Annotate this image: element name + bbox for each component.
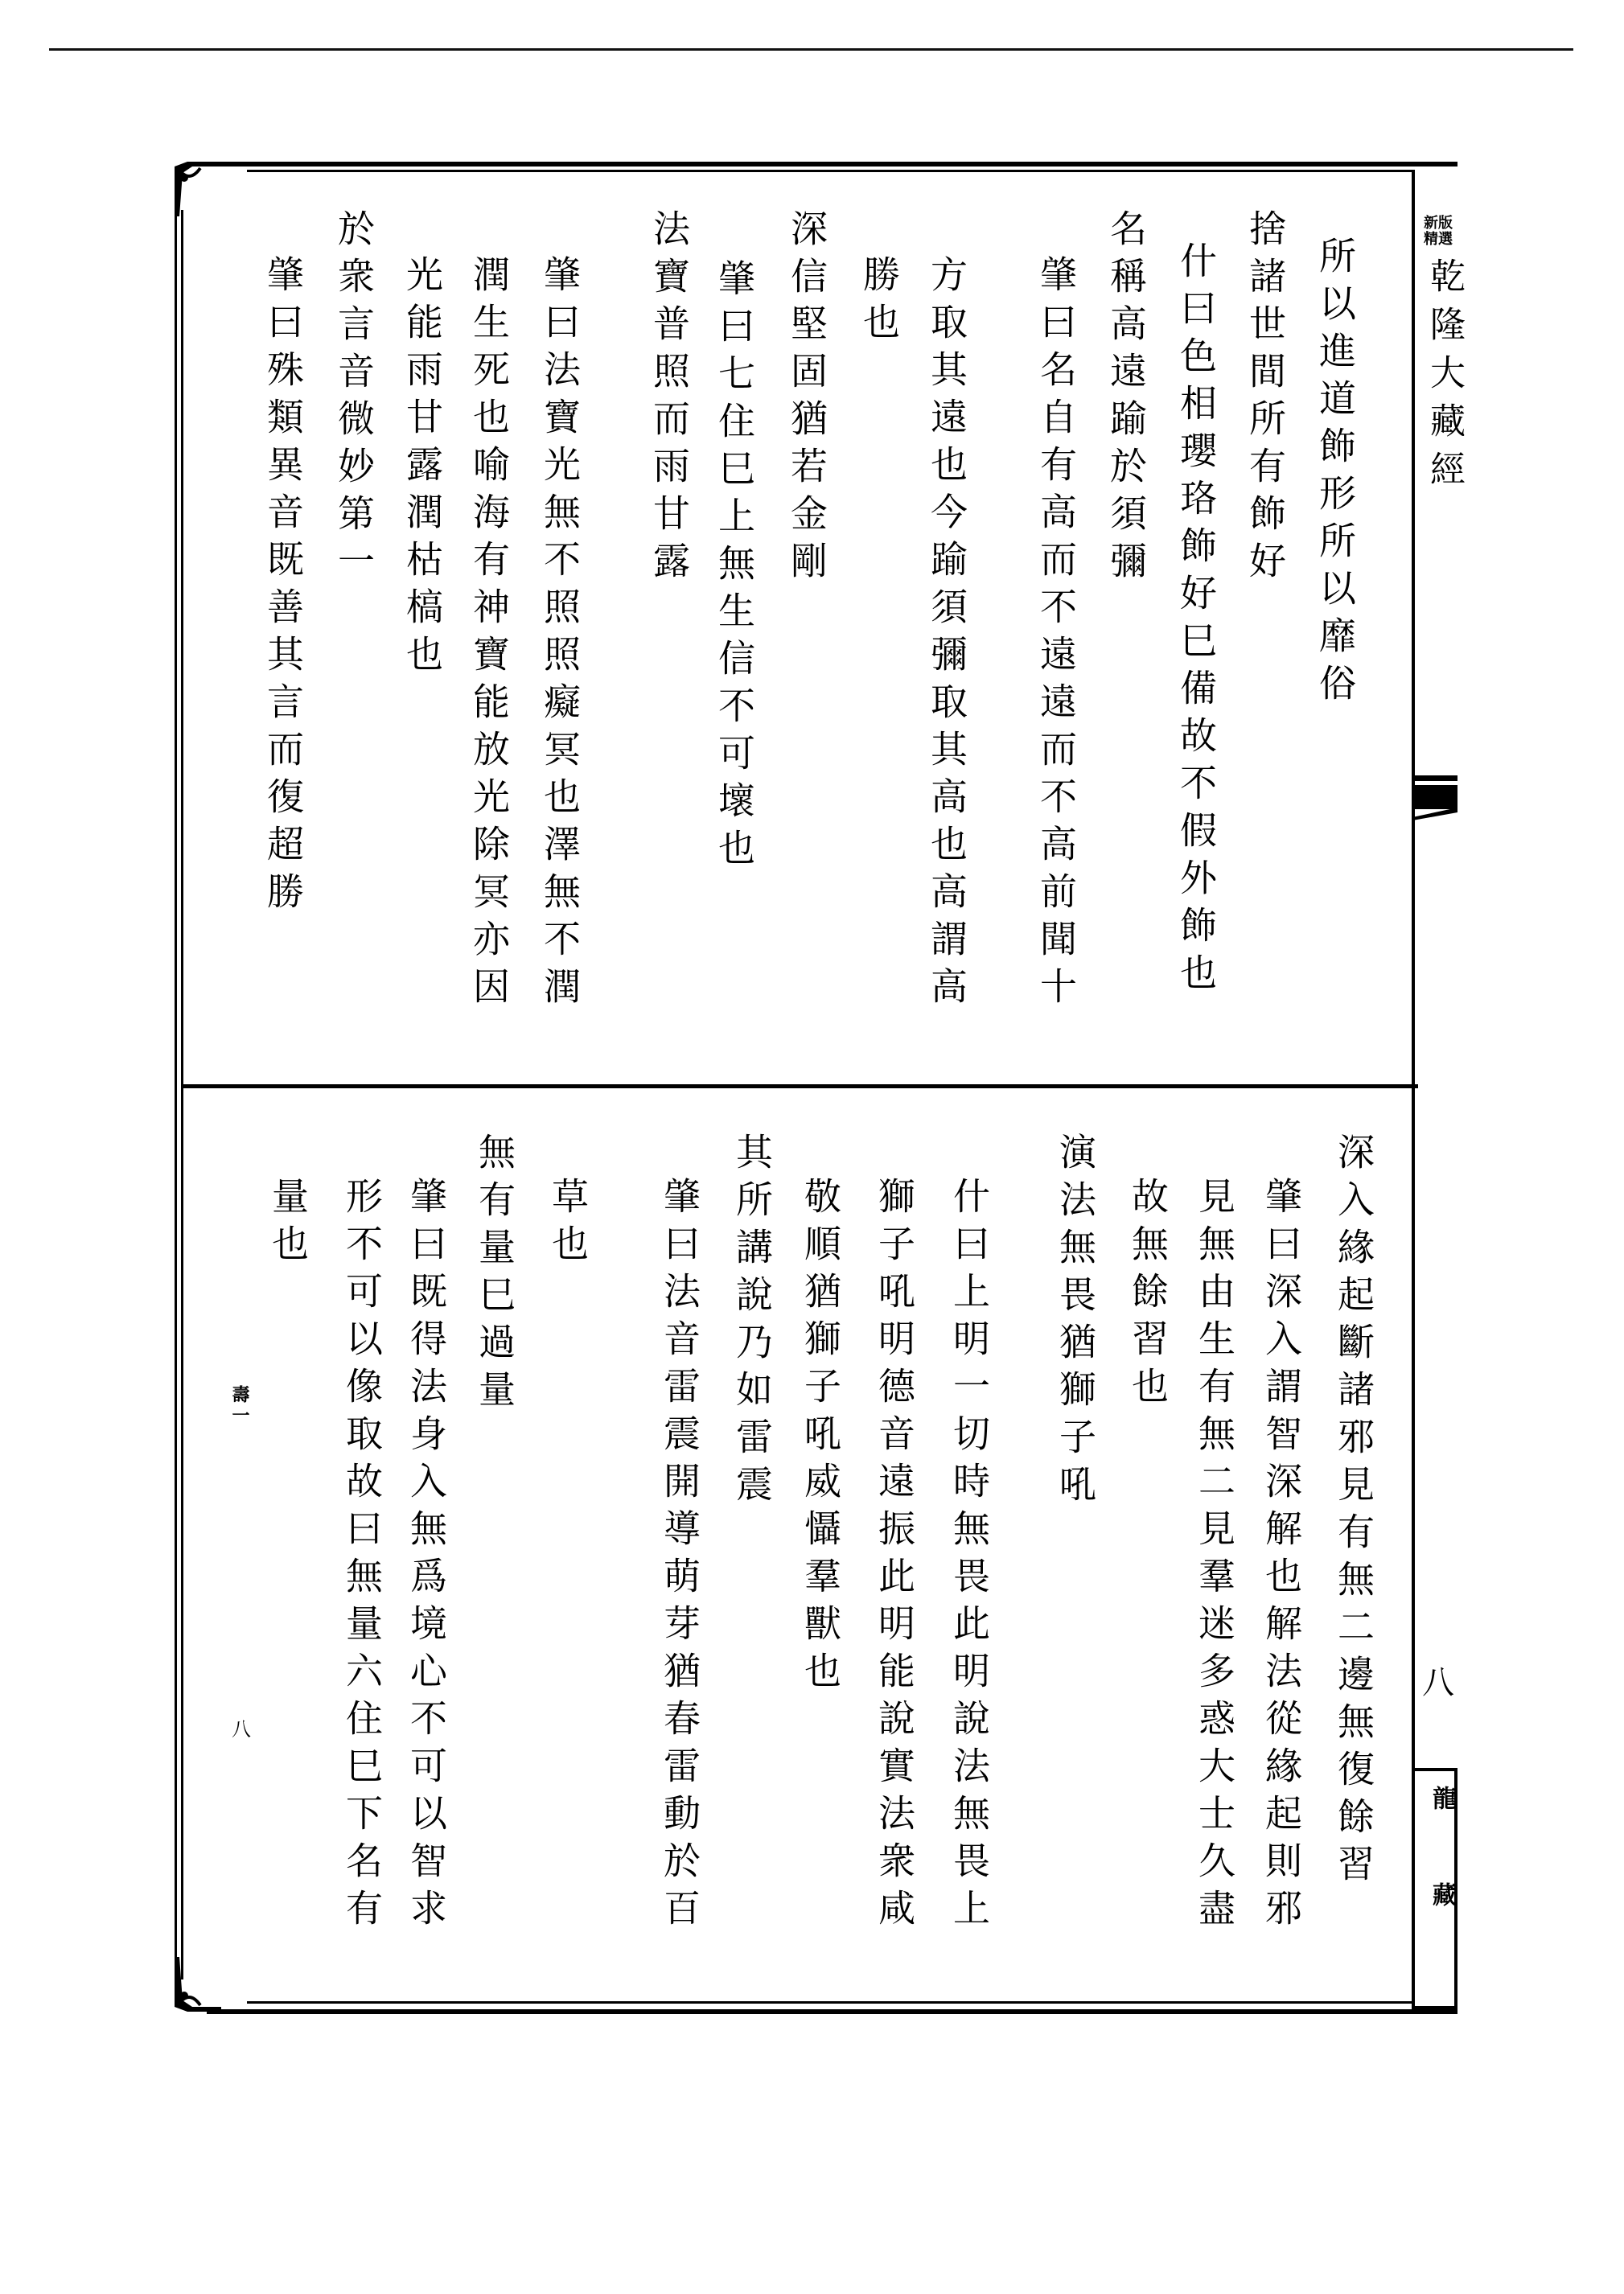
text-column: 肇曰法音雷震開導萌芽猶春雷動於百: [658, 1177, 701, 1936]
text-column: 方取其遠也今踰須彌取其高也高謂高: [925, 255, 968, 1014]
corner-ornament-top-left-icon: [171, 160, 228, 216]
text-column: 肇曰名自有高而不遠遠而不高前聞十: [1034, 255, 1078, 1014]
text-column: 於衆言音微妙第一: [332, 209, 376, 589]
fishtail-mark-icon: [1412, 772, 1457, 820]
frame-right-border: [1412, 170, 1415, 2012]
series-small-line-1: 精選: [1424, 231, 1453, 248]
text-column: 量也: [266, 1177, 310, 1272]
text-column: 肇曰深入謂智深解也解法從緣起則邪: [1260, 1177, 1303, 1936]
frame-top-border: [207, 162, 1457, 166]
page-number: 八: [232, 1718, 251, 1741]
text-column: 其所講說乃如雷震: [730, 1133, 774, 1512]
text-column: 所以進道飾形所以靡俗: [1314, 236, 1357, 711]
text-column: 肇曰既得法身入無爲境心不可以智求: [405, 1177, 448, 1936]
leaf-number: 八: [1422, 1664, 1454, 1701]
frame-left-border: [175, 194, 177, 1988]
text-column: 演法無畏猶獅子吼: [1054, 1133, 1097, 1512]
text-column: 獅子吼明德音遠振此明能說實法衆咸: [873, 1177, 916, 1936]
text-column: 見無由生有無二見羣迷多惑大士久盡: [1193, 1177, 1236, 1936]
text-column: 深信堅固猶若金剛: [785, 209, 828, 589]
text-column: 肇曰殊類異音既善其言而復超勝: [261, 255, 305, 919]
series-small-line-2: 新版: [1424, 215, 1453, 232]
juan-label: 壽一: [229, 1385, 250, 1427]
text-column: 名稱高遠踰於須彌: [1104, 209, 1148, 589]
corner-ornament-bottom-left-icon: [171, 1957, 228, 2013]
text-column: 光能雨甘露潤枯槁也: [401, 255, 444, 682]
frame-top-inner-border: [247, 170, 1412, 172]
text-column: 無有量巳過量: [473, 1133, 516, 1417]
text-column: 勝也: [857, 255, 901, 350]
edition-label: 龍藏: [1428, 1786, 1456, 1979]
text-column: 故無餘習也: [1126, 1177, 1170, 1414]
frame-bottom-border: [207, 2009, 1457, 2014]
text-column: 深入緣起斷諸邪見有無二邊無復餘習: [1332, 1133, 1375, 1892]
series-title: 乾隆大藏經: [1424, 257, 1465, 499]
frame-left-inner-border: [181, 210, 183, 1980]
text-column: 形不可以像取故曰無量六住巳下名有: [340, 1177, 384, 1936]
text-column: 什曰上明一切時無畏此明說法無畏上: [948, 1177, 991, 1936]
text-column: 法寶普照而雨甘露: [648, 209, 691, 589]
text-column: 草也: [546, 1177, 590, 1272]
text-column: 敬順猶獅子吼威懾羣獸也: [799, 1177, 842, 1699]
text-column: 什曰色相瓔珞飾好巳備故不假外飾也: [1174, 241, 1218, 1001]
top-rule: [49, 48, 1573, 51]
text-column: 潤生死也喻海有神寶能放光除冥亦因: [467, 255, 511, 1014]
frame-bottom-inner-border: [247, 2001, 1412, 2004]
half-page-divider: [181, 1084, 1418, 1088]
series-small-label: [1418, 216, 1458, 248]
text-column: 肇曰法寶光無不照照癡冥也澤無不潤: [538, 255, 582, 1014]
text-column: 肇曰七住巳上無生信不可壞也: [713, 259, 756, 876]
text-column: 捨諸世間所有飾好: [1244, 209, 1287, 589]
